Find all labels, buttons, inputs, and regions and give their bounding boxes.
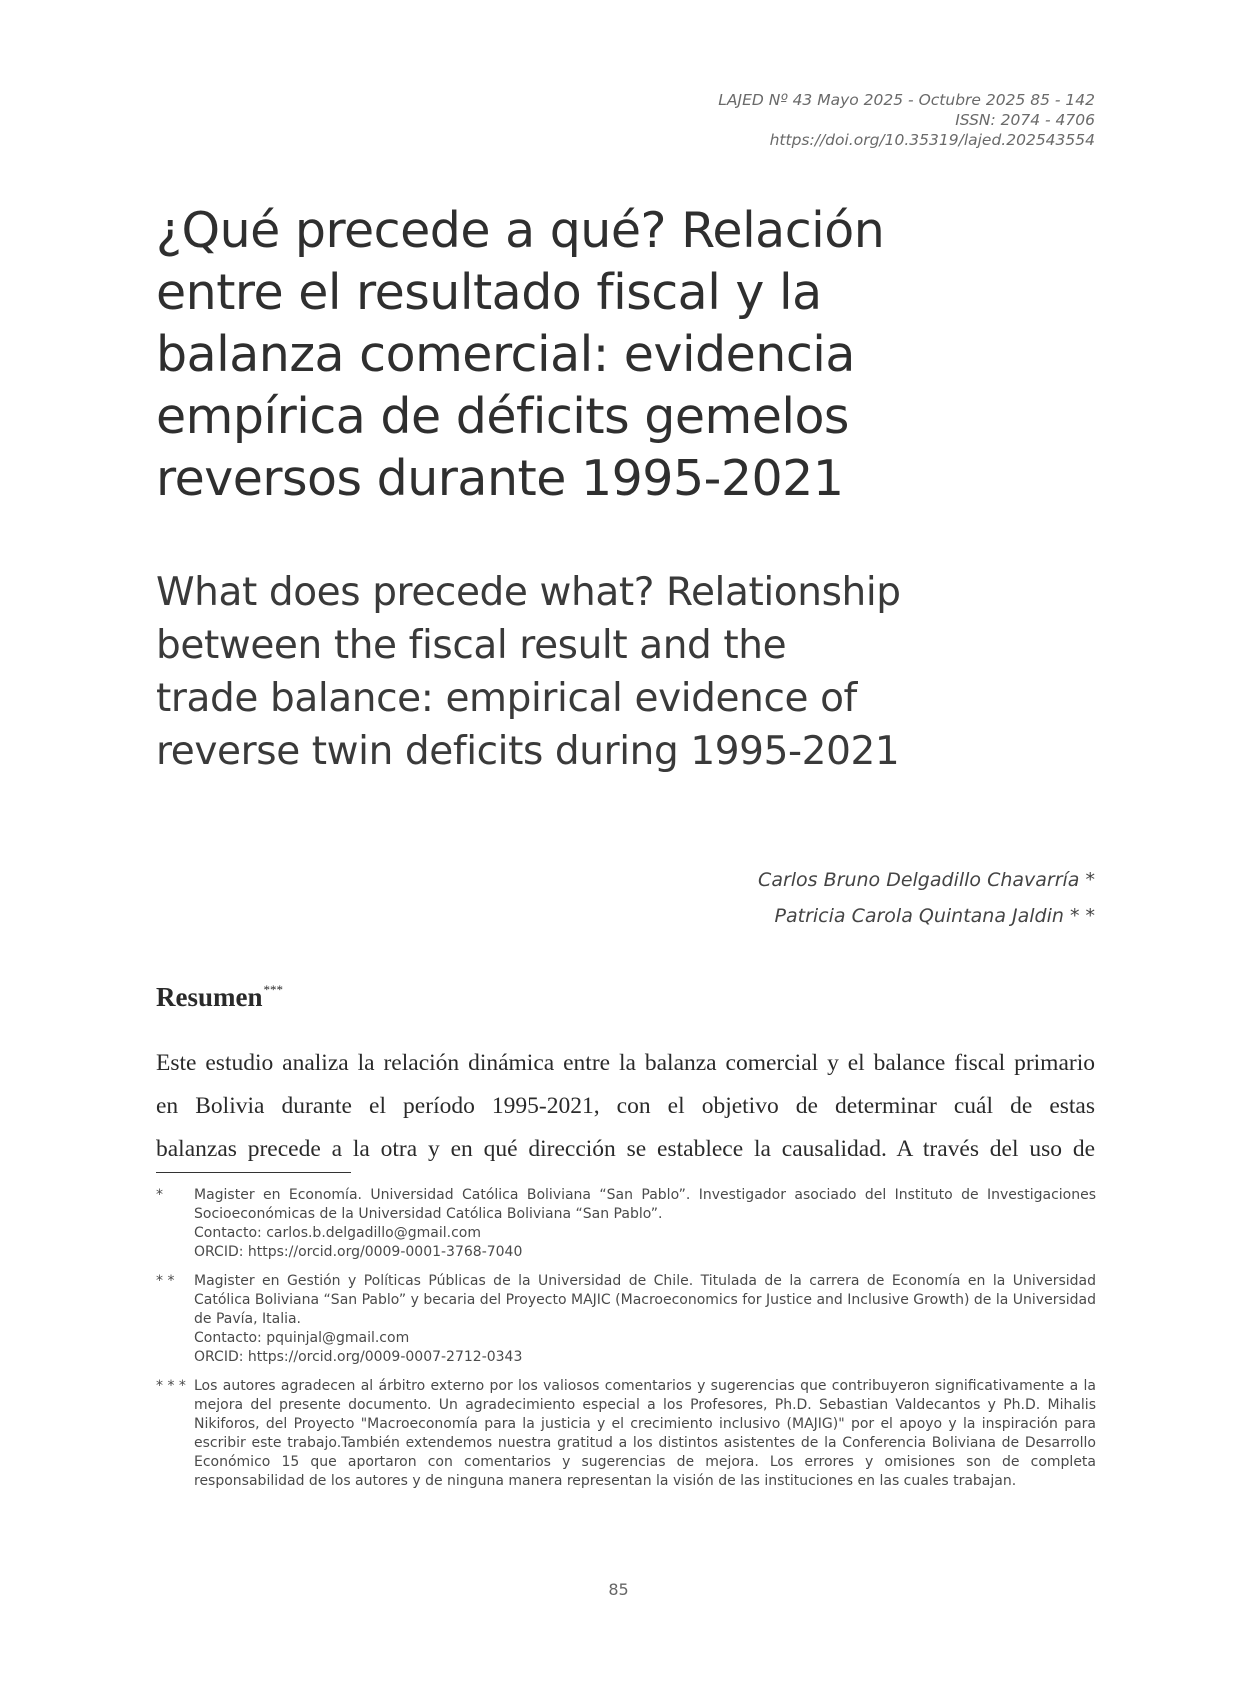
footnote-text: Magister en Gestión y Políticas Públicas de la Universidad de Chile. Titulada de la carrera de Economía en la Universidad Católica Boliviana “San Pablo” y becaria del Proyecto MAJIC (Macroeconomics for Justice and Inclusive Growth) de la Universidad de Pavía, Italia.	[194, 1273, 1096, 1327]
journal-header	[718, 90, 1095, 150]
footnote-orcid-link[interactable]: ORCID: https://orcid.org/0009-0001-3768-7040	[194, 1244, 523, 1260]
title-en-line: between the fiscal result and the	[156, 623, 787, 668]
footnote	[156, 1186, 1096, 1262]
title-es-line: empírica de déficits gemelos	[156, 388, 849, 445]
footnote-orcid-link[interactable]: ORCID: https://orcid.org/0009-0007-2712-0343	[194, 1349, 523, 1365]
doi-link[interactable]: https://doi.org/10.35319/lajed.202543554	[769, 131, 1095, 149]
footnote-mark: * *	[156, 1273, 175, 1289]
abstract-line: Este estudio analiza la relación dinámica entre la balanza comercial y el balance fiscal primario	[156, 1050, 1095, 1076]
footnote-text: Los autores agradecen al árbitro externo por los valiosos comentarios y sugerencias que contribuyeron significativamente a la mejora del presente documento. Un agradecimiento especial a los Profesores, Ph.D. Sebastian Valdecantos y Ph.D. Mihalis Nikiforos, del Proyecto "Macroeconomía para la justicia y el crecimiento inclusivo (MAJIG)" por el apoyo y la inspiración para escribir este trabajo.También extendemos nuestra gratitud a los distintos asistentes de la Conferencia Boliviana de Desarrollo Económico 15 que aportaron con comentarios y sugerencias de mejora. Los errores y omisiones son de completa responsabilidad de los autores y de ninguna manera representan la visión de las instituciones en las cuales trabajan.	[194, 1378, 1096, 1489]
title-en-line: trade balance: empirical evidence of	[156, 676, 857, 721]
footnote-divider	[156, 1172, 351, 1173]
footnote	[156, 1377, 1096, 1491]
title-en-line: reverse twin deficits during 1995-2021	[156, 729, 900, 774]
title-english	[156, 566, 1116, 778]
title-es-line: balanza comercial: evidencia	[156, 326, 855, 383]
footnotes	[156, 1186, 1096, 1501]
issn-line: ISSN: 2074 - 4706	[955, 111, 1095, 129]
footnote-mark: * * *	[156, 1378, 186, 1394]
abstract-heading-text: Resumen	[156, 982, 263, 1012]
abstract-line: balanzas precede a la otra y en qué dirección se establece la causalidad. A través del uso de	[156, 1136, 1095, 1162]
footnote-mark: *	[156, 1187, 163, 1203]
title-en-line: What does precede what? Relationship	[156, 570, 901, 615]
abstract-line: en Bolivia durante el período 1995-2021, con el objetivo de determinar cuál de estas	[156, 1093, 1095, 1119]
journal-issue-line: LAJED Nº 43 Mayo 2025 - Octubre 2025 85 - 142	[718, 91, 1095, 109]
abstract-footnote-mark: ***	[263, 982, 283, 997]
abstract-body	[156, 1042, 1095, 1171]
footnote	[156, 1272, 1096, 1367]
title-spanish	[156, 200, 1116, 510]
title-es-line: ¿Qué precede a qué? Relación	[156, 202, 885, 259]
title-es-line: entre el resultado fiscal y la	[156, 264, 822, 321]
author-name: Carlos Bruno Delgadillo Chavarría *	[758, 869, 1095, 891]
footnote-text: Magister en Economía. Universidad Católica Boliviana “San Pablo”. Investigador asociado del Instituto de Investigaciones Socioeconómicas de la Universidad Católica Boliviana “San Pablo”.	[194, 1187, 1096, 1222]
author-list	[758, 862, 1095, 934]
title-es-line: reversos durante 1995-2021	[156, 450, 844, 507]
footnote-contact: Contacto: pquinjal@gmail.com	[194, 1330, 410, 1346]
author-name: Patricia Carola Quintana Jaldin * *	[774, 905, 1095, 927]
abstract-heading	[156, 982, 283, 1013]
footnote-contact: Contacto: carlos.b.delgadillo@gmail.com	[194, 1225, 481, 1241]
page-number: 85	[608, 1580, 629, 1599]
